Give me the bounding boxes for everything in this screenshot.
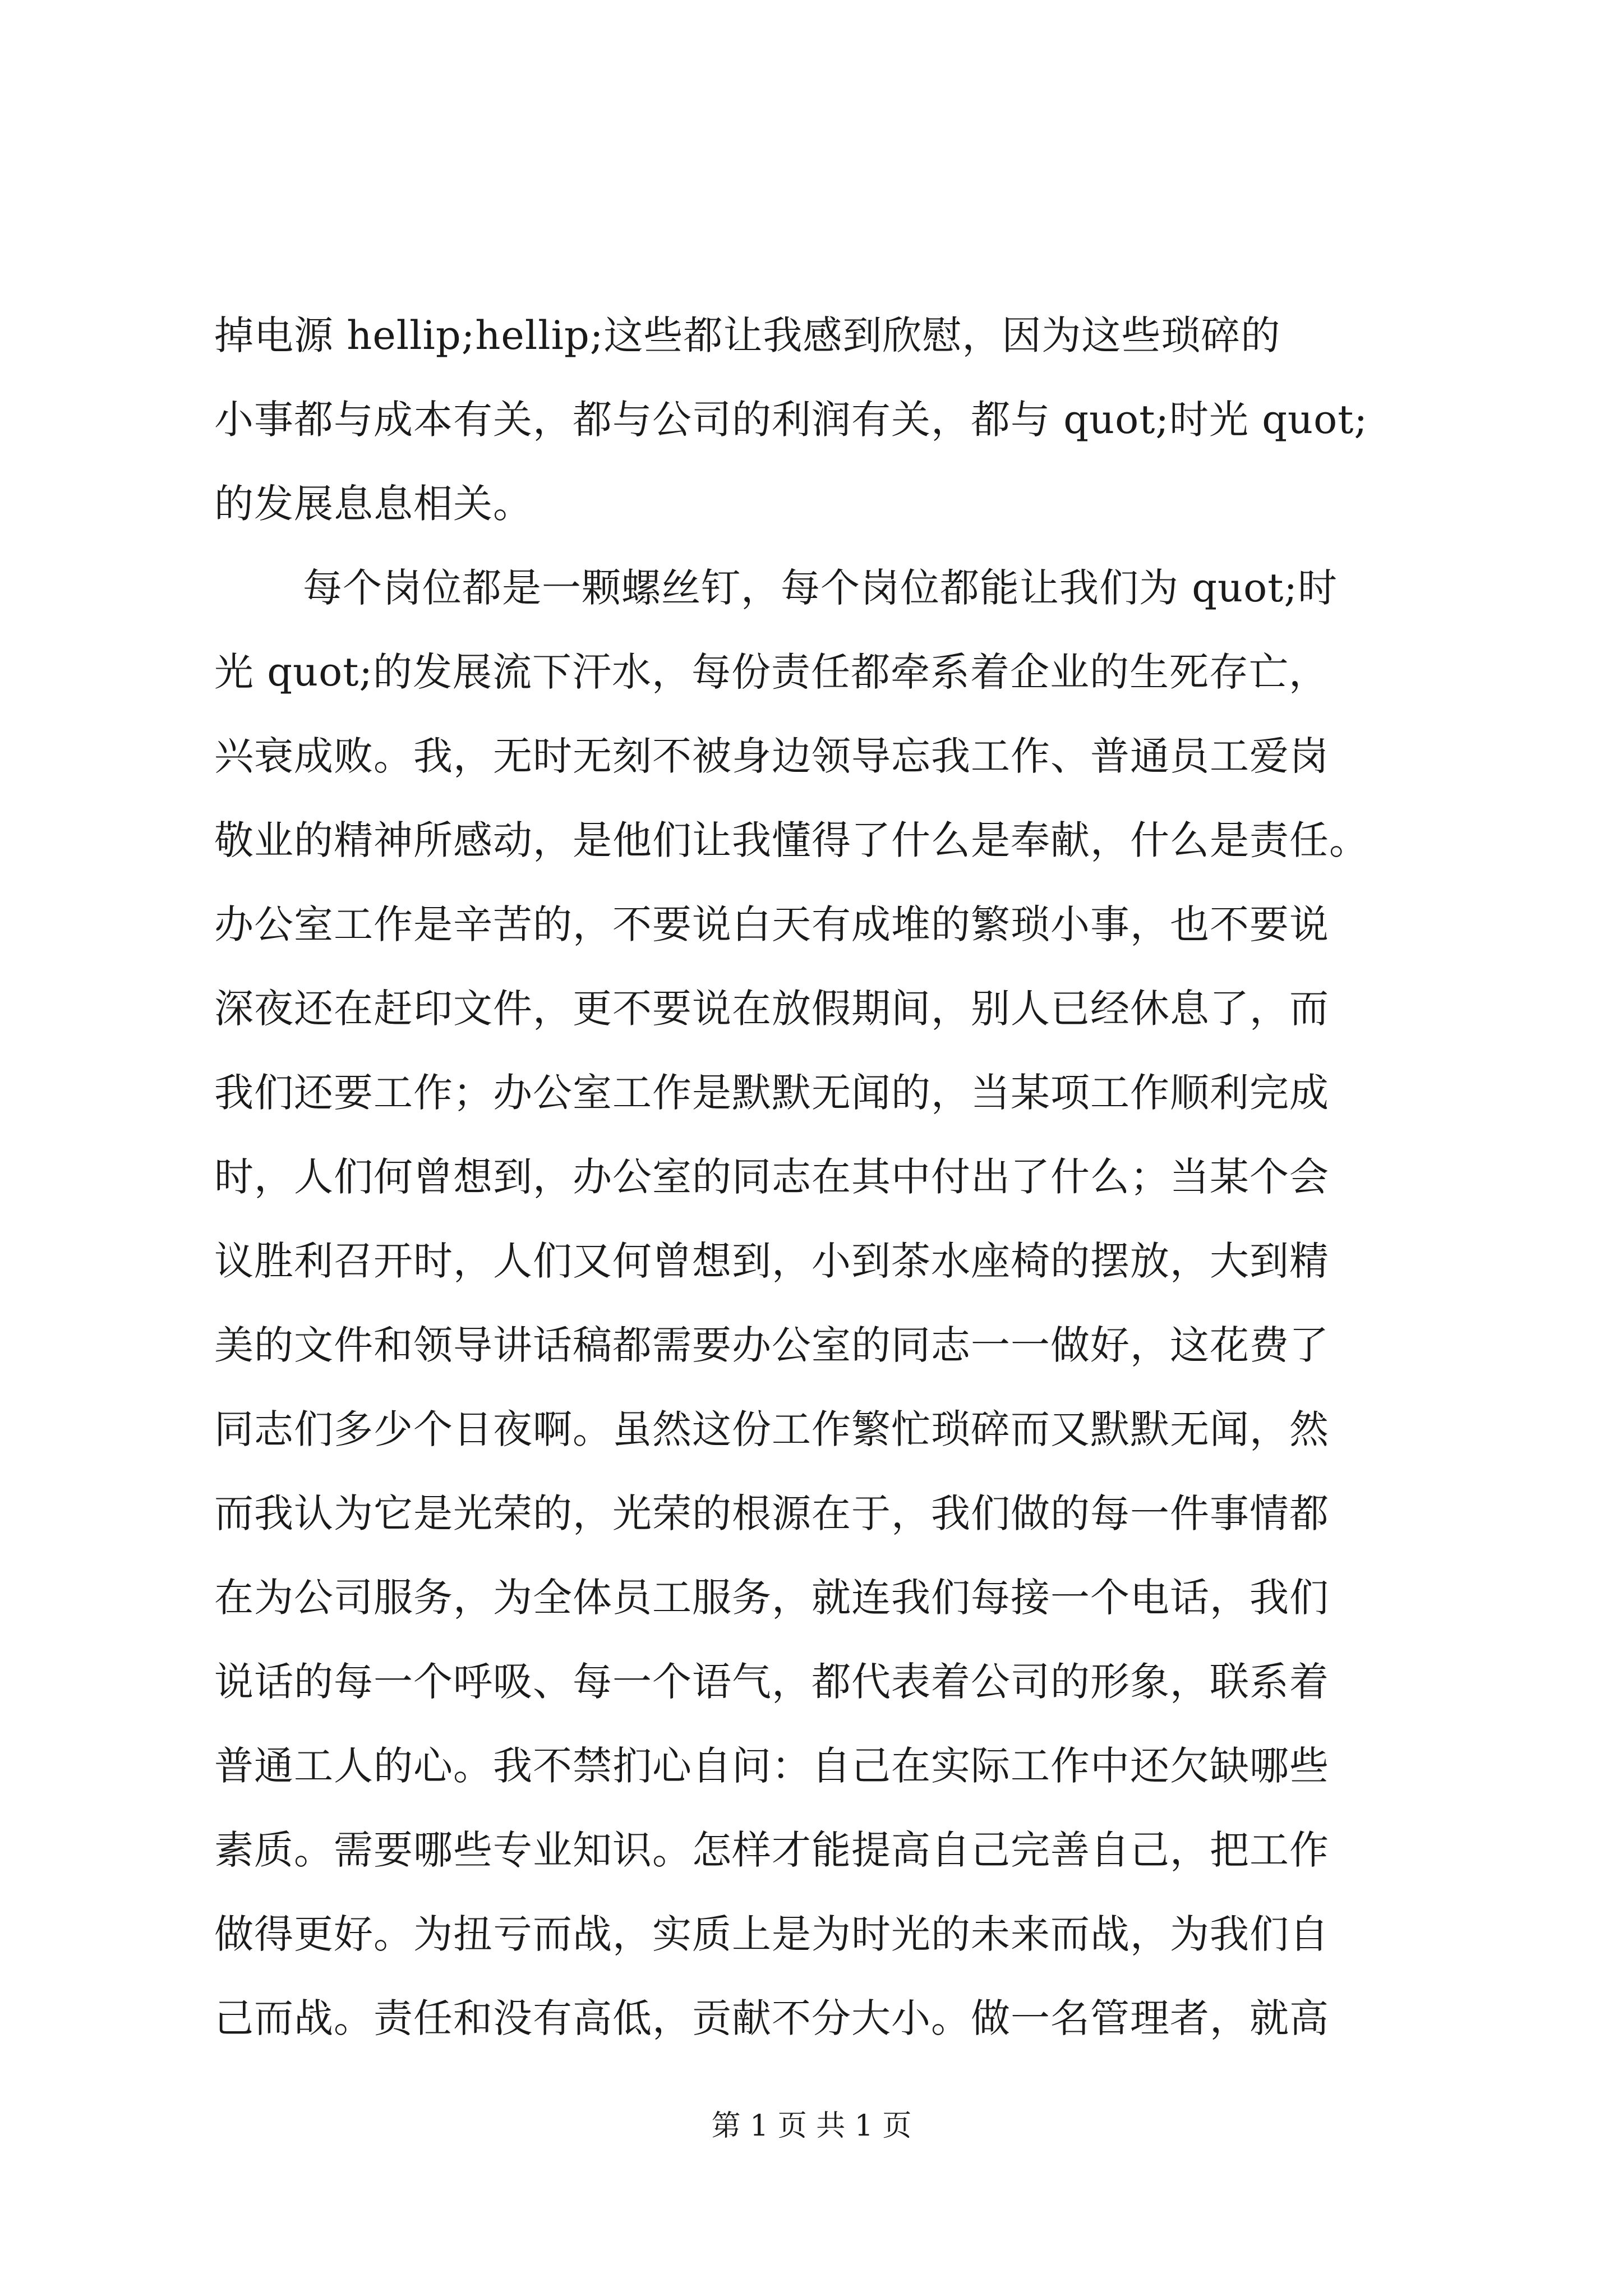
text-line: 说话的每一个呼吸、每一个语气，都代表着公司的形象，联系着 [214, 1659, 1329, 1705]
text-line: 议胜利召开时，人们又何曾想到，小到茶水座椅的摆放，大到精 [214, 1238, 1329, 1284]
text-line: 己而战。责任和没有高低，贡献不分大小。做一名管理者，就高 [214, 1995, 1329, 2041]
text-line: 我们还要工作；办公室工作是默默无闻的，当某项工作顺利完成 [214, 1070, 1329, 1116]
text-line: 而我认为它是光荣的，光荣的根源在于，我们做的每一件事情都 [214, 1490, 1329, 1536]
text-line: 掉电源 hellip;hellip;这些都让我感到欣慰，因为这些琐碎的 [214, 312, 1281, 358]
text-line: 光 quot;的发展流下汗水，每份责任都牵系着企业的生死存亡， [214, 649, 1329, 695]
text-line: 的发展息息相关。 [214, 481, 533, 527]
text-line: 深夜还在赶印文件，更不要说在放假期间，别人已经休息了，而 [214, 986, 1329, 1032]
text-line: 素质。需要哪些专业知识。怎样才能提高自己完善自己，把工作 [214, 1827, 1329, 1873]
text-line: 兴衰成败。我，无时无刻不被身边领导忘我工作、普通员工爱岗 [214, 733, 1329, 779]
text-line: 在为公司服务，为全体员工服务，就连我们每接一个电话，我们 [214, 1575, 1329, 1621]
text-line: 小事都与成本有关，都与公司的利润有关，都与 quot;时光 quot; [214, 397, 1368, 443]
page-footer: 第 1 页 共 1 页 [711, 2109, 912, 2143]
text-line: 办公室工作是辛苦的，不要说白天有成堆的繁琐小事，也不要说 [214, 901, 1329, 947]
text-line: 美的文件和领导讲话稿都需要办公室的同志一一做好，这花费了 [214, 1322, 1329, 1368]
text-line: 做得更好。为扭亏而战，实质上是为时光的未来而战，为我们自 [214, 1911, 1329, 1957]
text-line: 时，人们何曾想到，办公室的同志在其中付出了什么；当某个会 [214, 1154, 1329, 1200]
text-line: 同志们多少个日夜啊。虽然这份工作繁忙琐碎而又默默无闻，然 [214, 1406, 1329, 1452]
paragraph-first-line: 每个岗位都是一颗螺丝钉，每个岗位都能让我们为 quot;时 [303, 565, 1338, 611]
text-line: 普通工人的心。我不禁扪心自问：自己在实际工作中还欠缺哪些 [214, 1743, 1329, 1789]
text-line: 敬业的精神所感动，是他们让我懂得了什么是奉献，什么是责任。 [214, 817, 1369, 863]
